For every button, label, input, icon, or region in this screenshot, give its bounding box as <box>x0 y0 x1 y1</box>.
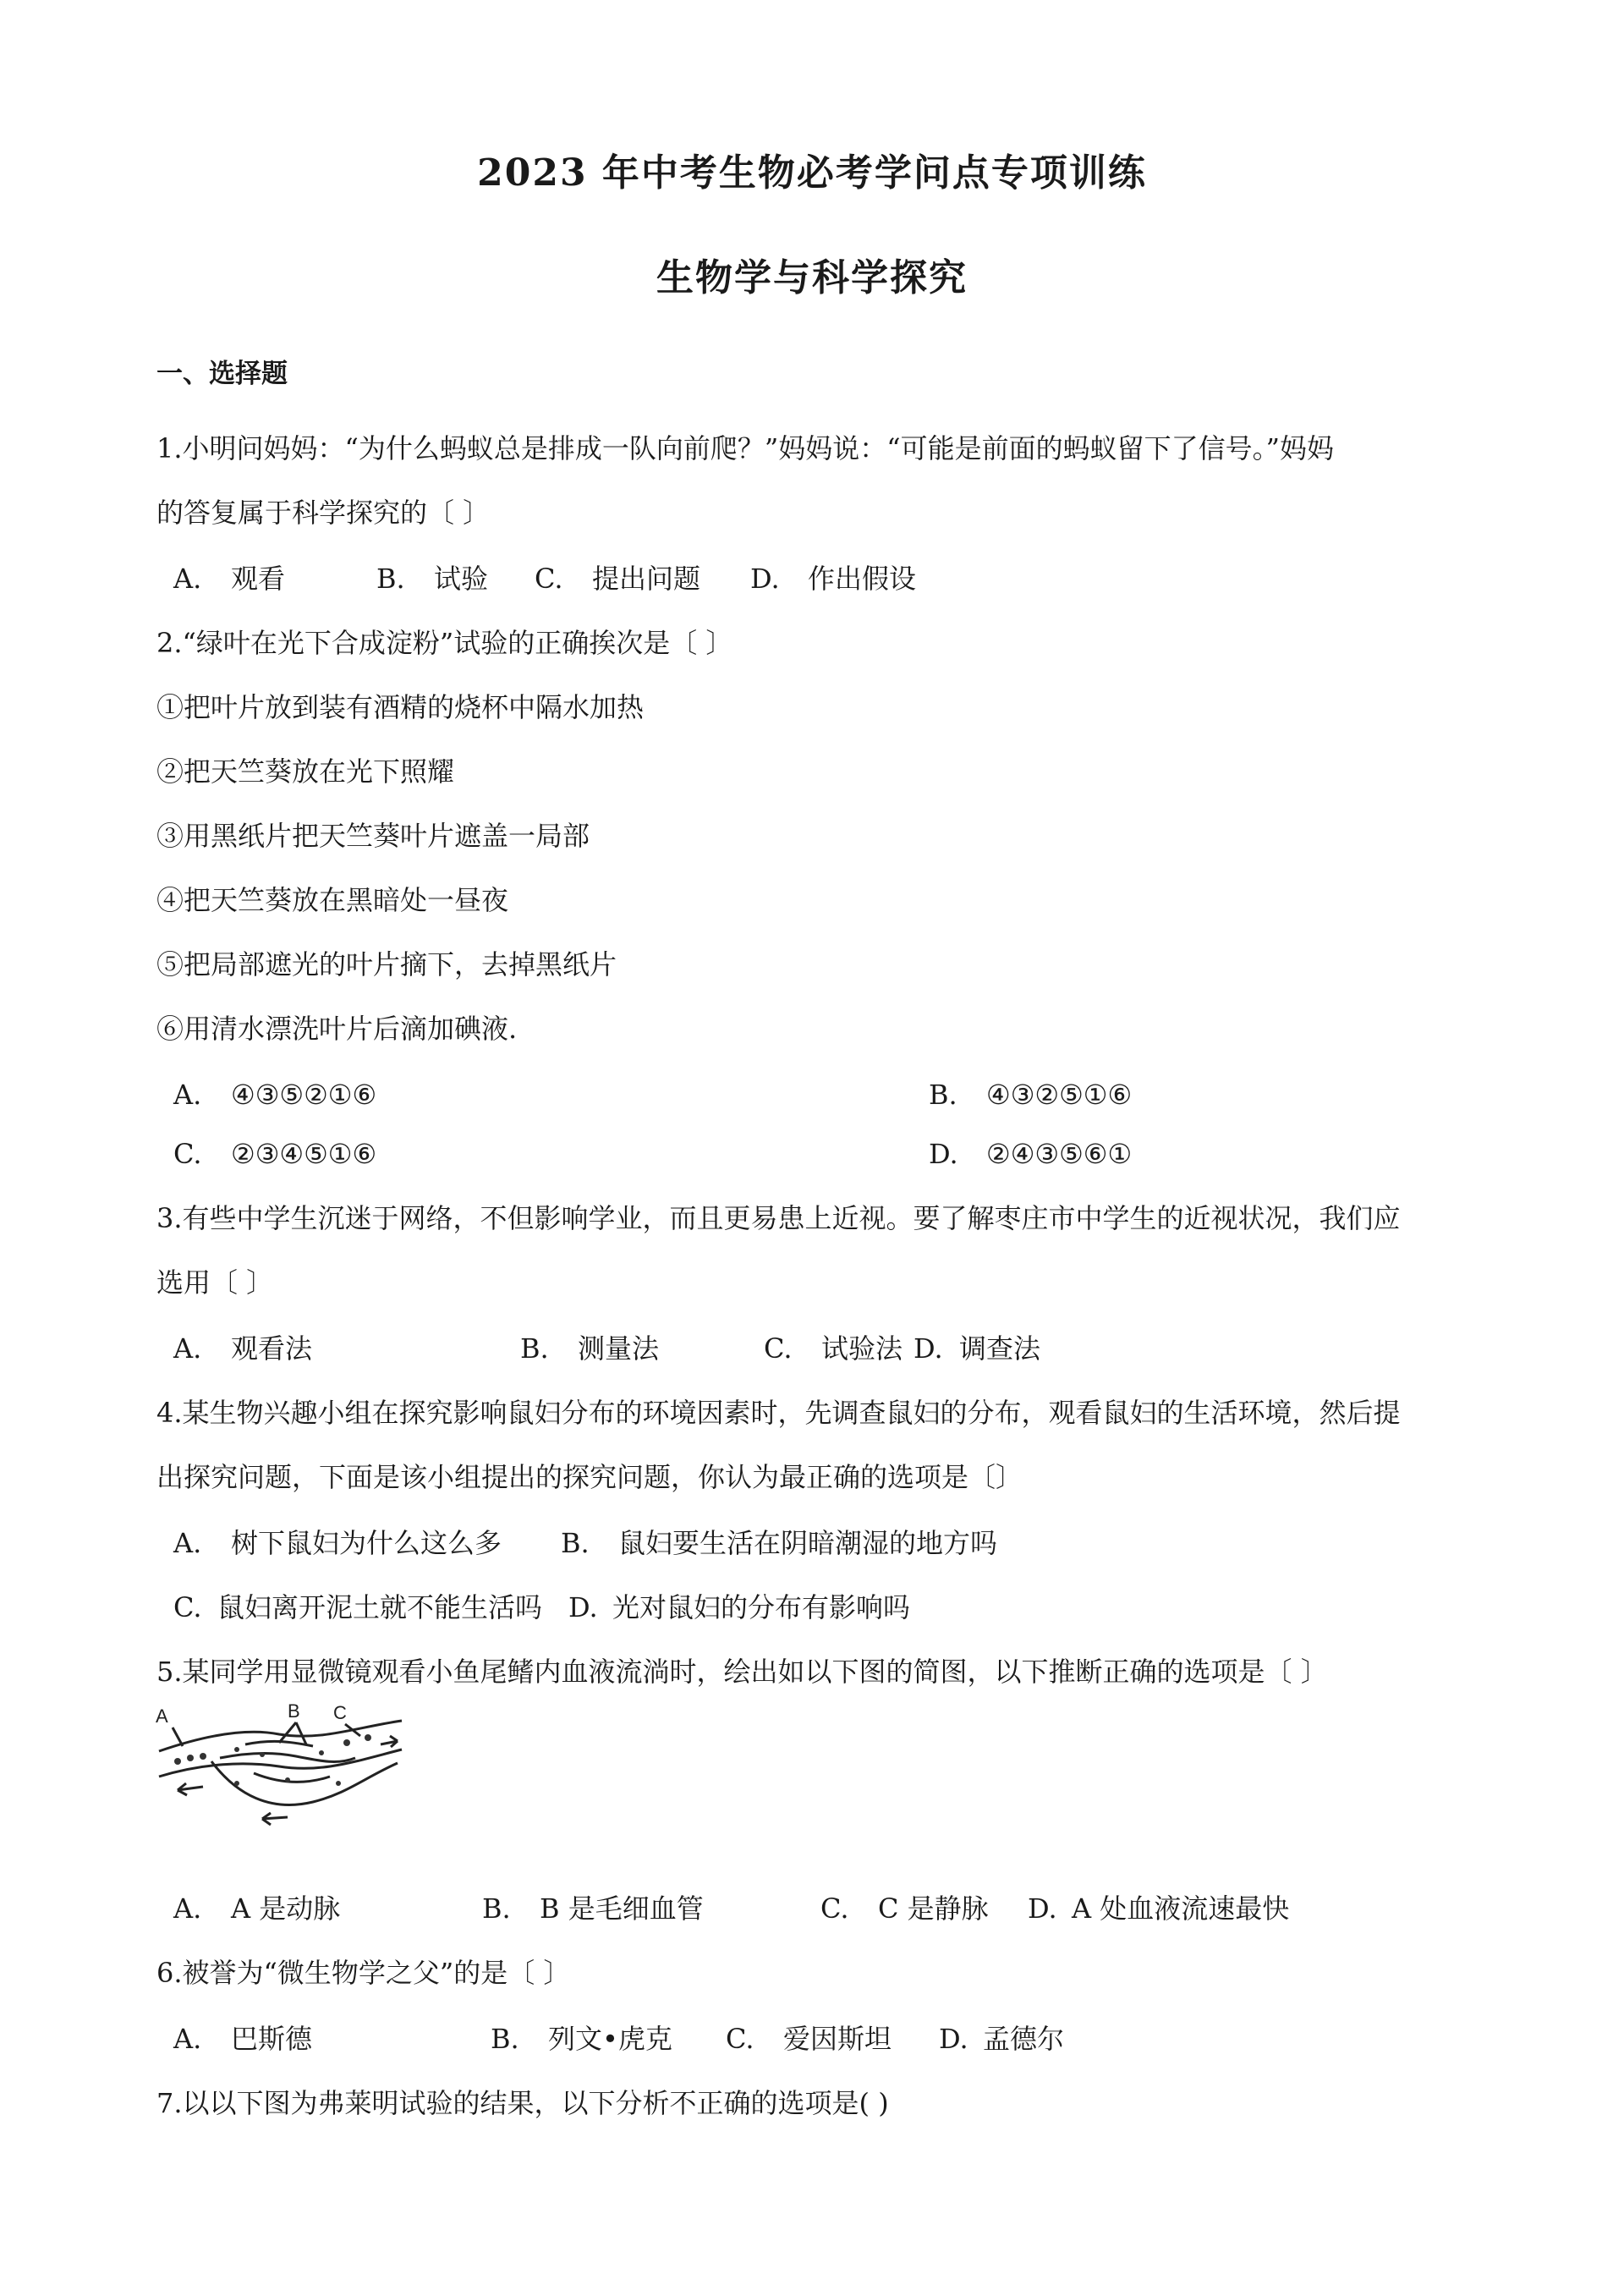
question-4-option-b: B. 鼠妇要生活在阴暗潮湿的地方吗 <box>561 1527 998 1559</box>
question-1-line-1: 1.小明问妈妈：“为什么蚂蚁总是排成一队向前爬？”妈妈说：“可能是前面的蚂蚁留下了信号。”妈妈 <box>156 432 1334 464</box>
section-heading: 一、选择题 <box>156 359 288 389</box>
question-3-option-d: D. 调查法 <box>914 1332 1041 1365</box>
question-1-option-b: B. 试验 <box>376 563 489 595</box>
question-6-option-d: D. 孟德尔 <box>939 2023 1065 2055</box>
question-2-step-6: ⑥用清水漂洗叶片后滴加碘液. <box>156 1013 518 1045</box>
question-3-line-2: 选用〔 〕 <box>156 1266 274 1299</box>
question-3-option-a: A. 观看法 <box>173 1332 313 1365</box>
blood-flow-diagram <box>152 1702 410 1829</box>
question-5-line-1: 5.某同学用显微镜观看小鱼尾鳍内血液流淌时，绘出如以下图的简图，以下推断正确的选项是〔 〕 <box>156 1656 1328 1688</box>
question-6-option-c: C. 爱因斯坦 <box>726 2023 892 2055</box>
question-2-option-b: B. ④③②⑤①⑥ <box>929 1079 1133 1111</box>
question-1-option-c: C. 提出问题 <box>535 563 701 595</box>
question-1-line-2: 的答复属于科学探究的〔 〕 <box>156 497 491 529</box>
figure-label-b: B <box>288 1702 300 1722</box>
question-2-step-1: ①把叶片放到装有酒精的烧杯中隔水加热 <box>156 691 645 723</box>
question-5-option-d: D. A 处血液流速最快 <box>1028 1892 1290 1925</box>
question-4-line-1: 4.某生物兴趣小组在探究影响鼠妇分布的环境因素时，先调查鼠妇的分布，观看鼠妇的生活环境，然后提 <box>156 1397 1401 1429</box>
question-4-option-d: D. 光对鼠妇的分布有影响吗 <box>568 1591 911 1623</box>
question-2-step-2: ②把天竺葵放在光下照耀 <box>156 755 455 788</box>
question-2-option-a: A. ④③⑤②①⑥ <box>173 1079 377 1111</box>
question-3-option-c: C. 试验法 <box>764 1332 903 1365</box>
question-2-line-1: 2.“绿叶在光下合成淀粉”试验的正确挨次是〔 〕 <box>156 627 733 659</box>
question-1-option-a: A. 观看 <box>173 563 286 595</box>
question-4-option-a: A. 树下鼠妇为什么这么多 <box>173 1527 502 1559</box>
question-4-option-c: C. 鼠妇离开泥土就不能生活吗 <box>173 1591 543 1623</box>
figure-label-c: C <box>333 1702 347 1723</box>
question-5-option-a: A. A 是动脉 <box>173 1892 341 1925</box>
question-6-option-b: B. 列文•虎克 <box>491 2023 672 2055</box>
question-6-option-a: A. 巴斯德 <box>173 2023 313 2055</box>
question-4-line-2: 出探究问题，下面是该小组提出的探究问题，你认为最正确的选项是〔〕 <box>156 1461 1023 1493</box>
question-3-line-1: 3.有些中学生沉迷于网络，不但影响学业，而且更易患上近视。要了解枣庄市中学生的近视状况，我们应 <box>156 1202 1401 1234</box>
question-2-step-4: ④把天竺葵放在黑暗处一昼夜 <box>156 884 509 916</box>
question-2-step-3: ③用黑纸片把天竺葵叶片遮盖一局部 <box>156 820 590 852</box>
question-2-option-c: C. ②③④⑤①⑥ <box>173 1138 377 1170</box>
question-2-option-d: D. ②④③⑤⑥① <box>929 1138 1133 1170</box>
question-5-option-b: B. B 是毛细血管 <box>482 1892 704 1925</box>
question-1-option-d: D. 作出假设 <box>750 563 917 595</box>
question-6-line-1: 6.被誉为“微生物学之父”的是〔 〕 <box>156 1957 571 1989</box>
question-5-option-c: C. C 是静脉 <box>820 1892 989 1925</box>
question-7-line-1: 7.以以下图为弗莱明试验的结果，以下分析不正确的选项是( ) <box>156 2087 889 2119</box>
question-3-option-b: B. 测量法 <box>520 1332 660 1365</box>
document-subtitle: 生物学与科学探究 <box>656 256 968 299</box>
figure-label-a: A <box>156 1706 168 1727</box>
question-2-step-5: ⑤把局部遮光的叶片摘下，去掉黑纸片 <box>156 948 617 980</box>
document-title: 2023 年中考生物必考学问点专项训练 <box>477 151 1147 195</box>
